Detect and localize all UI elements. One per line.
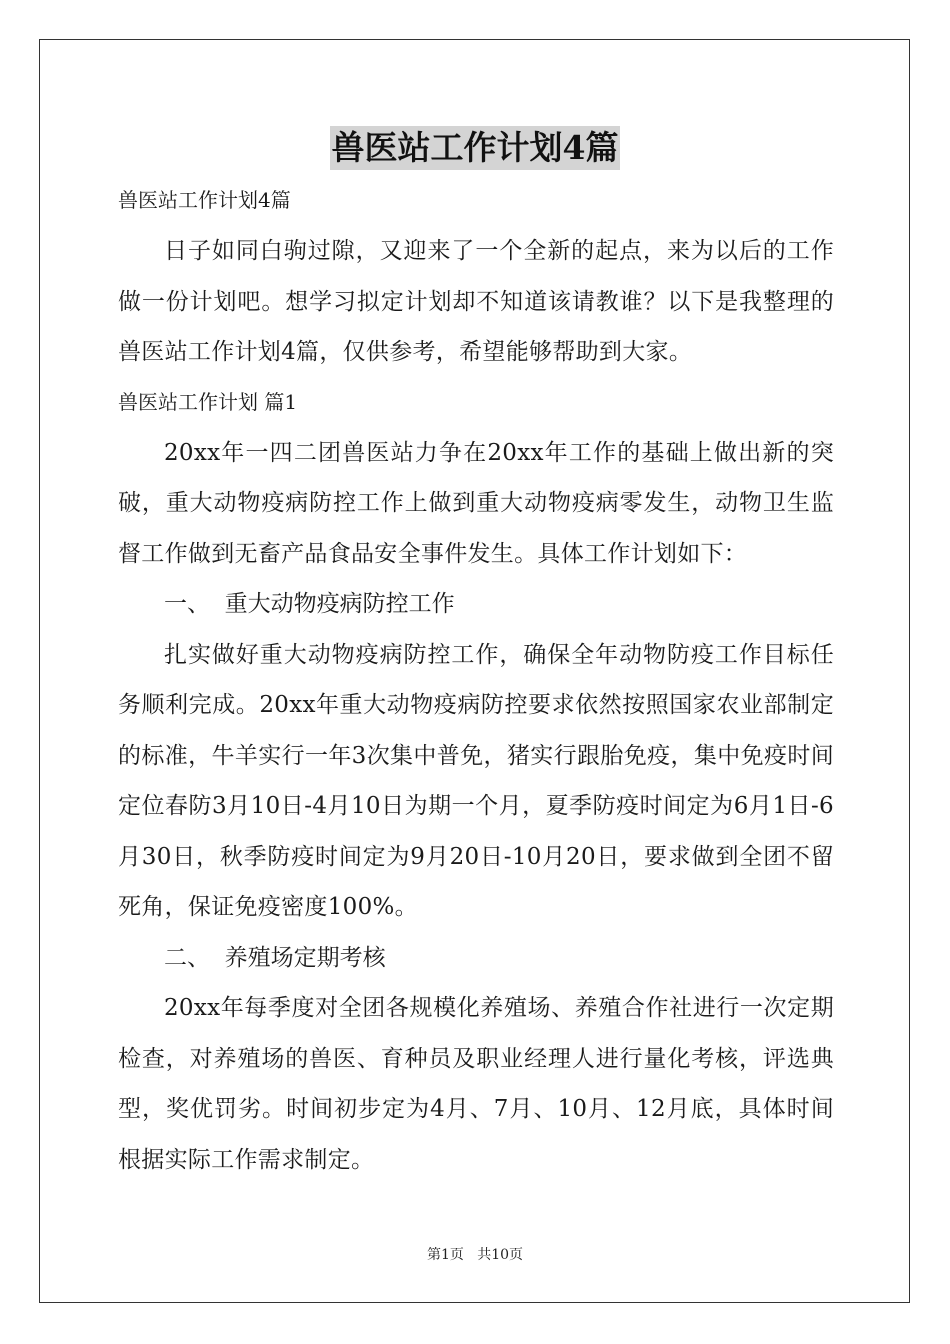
heading-1: 一、 重大动物疫病防控工作	[164, 591, 455, 617]
heading-2: 二、 养殖场定期考核	[164, 944, 386, 971]
document-body	[118, 180, 834, 1185]
intro-paragraph: 日子如同白驹过隙，又迎来了一个全新的起点，来为以后的工作做一份计划吧。想学习拟定计划却不知道该请教谁？以下是我整理的兽医站工作计划4篇，仅供参考，希望能够帮助到大家。	[118, 238, 834, 365]
paragraph-2: 扎实做好重大动物疫病防控工作，确保全年动物防疫工作目标任务顺利完成。20xx年重大动物疫病防控要求依然按照国家农业部制定的标准，牛羊实行一年3次集中普免，猪实行跟胎免疫，集中免疫时间定位春防3月10日-4月10日为期一个月，夏季防疫时间定为6月1日-6月30日，秋季防疫时间定为9月20日-10月20日，要求做到全团不留死角，保证免疫密度100%。	[118, 641, 834, 920]
page-number: 第1页 共10页	[426, 1247, 524, 1263]
paragraph-1: 20xx年一四二团兽医站力争在20xx年工作的基础上做出新的突破，重大动物疫病防控工作上做到重大动物疫病零发生，动物卫生监督工作做到无畜产品食品安全事件发生。具体工作计划如下：	[118, 439, 834, 567]
document-title: 兽医站工作计划4篇	[330, 126, 621, 170]
page-footer	[0, 1244, 950, 1264]
section-title: 兽医站工作计划 篇1	[118, 389, 298, 414]
paragraph-3: 20xx年每季度对全团各规模化养殖场、养殖合作社进行一次定期检查，对养殖场的兽医、育种员及职业经理人进行量化考核，评选典型，奖优罚劣。时间初步定为4月、7月、10月、12月底，具体时间根据实际工作需求制定。	[118, 995, 834, 1173]
document-subtitle: 兽医站工作计划4篇	[118, 188, 291, 212]
title-area	[0, 126, 950, 170]
